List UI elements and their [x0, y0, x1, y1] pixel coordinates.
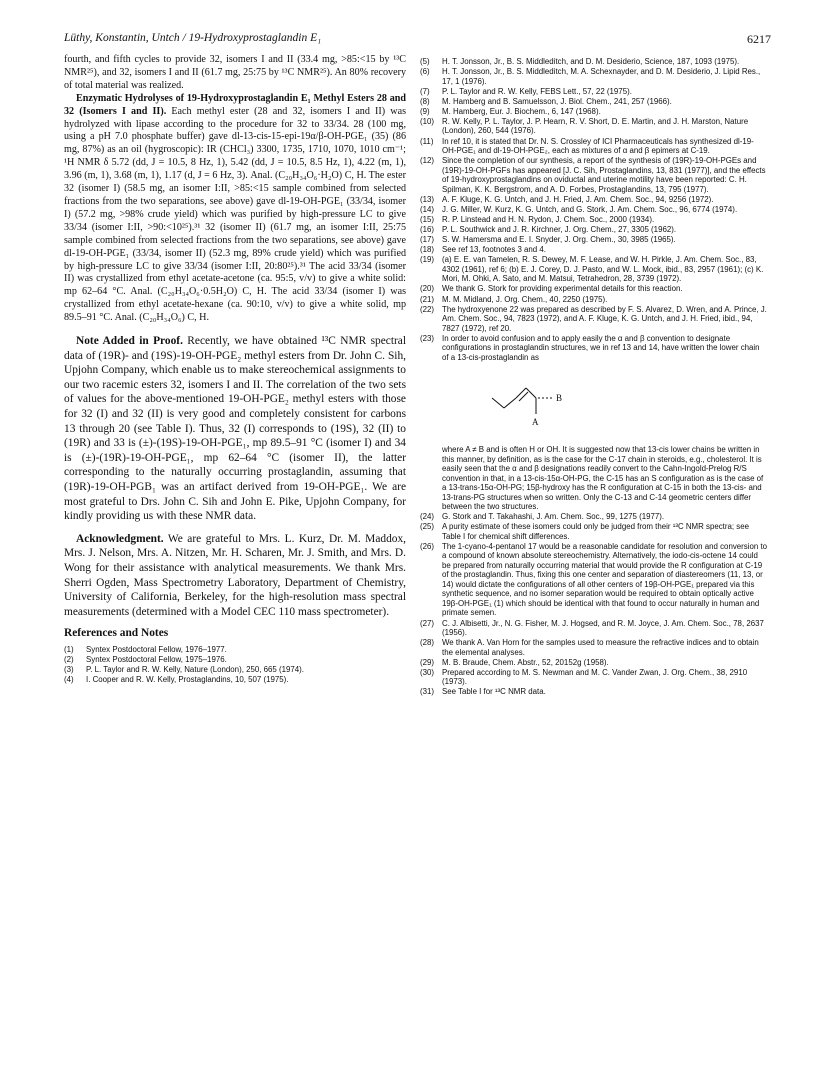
reference-item: (1) Syntex Postdoctoral Fellow, 1976–1977.: [64, 645, 227, 655]
enzymatic-body: Each methyl ester (28 and 32, isomers I and II) was hydrolyzed with lipase according to the procedure for 32 to 33/34. 28 (100 mg, using a pH 7.0 phosphate buffer) gave dl-13-cis-15-epi-19α/β-OH-PGE₁ (35) (86 mg, 87%) as an oil (hygroscopic): IR (CHCl₃) 3300, 1735, 1710, 1070, 1010 cm⁻¹; ¹H NMR δ 5.72 (dd, J = 10.5, 8 Hz, 1), 5.42 (dd, J = 10.5, 8.5 Hz, 1), 4.22 (m, 1), 3.96 (m, 1), 3.68 (m, 1), 1.17 (d, J = 6 Hz, 3). Anal. (C₂₀H₃₄O₆·H₂O) C, H. The ester 32 (isomer I) (58.5 mg, an isomer I:II, >85:<15 sample combined from selected fractions from the two separations, see above) gave dl-19-OH-PGE₁ (33/34, isomer I) (57.2 mg, >98% crude yield) which was purified by high-pressure LC to give 33/34 (isomer I:II, >90:<10²⁵).³¹ 32 (isomer II) (61.7 mg, an isomer I:II, 25:75 sample combined from selected fractions from the two separations, see above) gave dl-19-OH-PGE₁ (33/34, isomer II) (52.3 mg, 89% crude yield) which was purified by high-pressure LC to give 33/34 (isomer I:II, 20:80²⁵).³¹ The acid 33/34 (isomer II) was crystallized from ethyl acetate-acetone (ca. 95:5, v/v) to give a white solid: mp 62–64 °C. Anal. (C₂₀H₃₄O₆·0.5H₂O) C, H. The acid 33/34 (isomer I) was crystallized from ethyl acetate-hexane (ca. 90:10, v/v) to give a white solid, mp 89.5–91 °C. Anal. (C₂₀H₃₄O₆) C, H.: [64, 105, 406, 324]
substituent-b-label: B: [556, 393, 563, 404]
reference-item: [420, 57, 768, 67]
right-column: [420, 57, 768, 698]
reference-number: (9): [420, 106, 430, 116]
reference-item: [420, 215, 768, 225]
reference-text: R. W. Kelly, P. L. Taylor, J. P. Hearn, R. V. Short, D. E. Martin, and J. H. Marston, Nature (London), 260, 544 (1976).: [442, 116, 749, 136]
reference-number: (31): [420, 687, 435, 697]
reference-text: A purity estimate of these isomers could only be judged from their ¹³C NMR spectra; see Table I for chemical shift differences.: [442, 522, 749, 541]
page-header: [64, 32, 771, 50]
reference-item: [420, 542, 768, 618]
reference-number: (10): [420, 116, 435, 126]
reference-item: [420, 156, 768, 194]
reference-item: [420, 235, 768, 245]
references-heading: References and Notes: [64, 627, 169, 640]
reference-number: (13): [420, 194, 435, 204]
reference-item: [420, 658, 768, 668]
reference-text: H. T. Jonsson, Jr., B. S. Middleditch, M. A. Schexnayder, and D. M. Desiderio, J. Lipid Res., 17, 1 (1976).: [442, 67, 761, 86]
reference-number: (25): [420, 522, 435, 532]
reference-item: [420, 195, 768, 205]
reference-number: (14): [420, 204, 435, 214]
reference-text: The 1-cyano-4-pentanol 17 would be a reasonable candidate for resolution and conversion to a compound of known absolute stereochemistry. Alternatively, the iodo-cis-octene 14 could be prepared from naturally occurring material that would provide the R configuration at C-19 of the prostaglandin. Thus, fixing this one center and separation of diastereomers (11, 13, or 14) would dictate the configurations of all other centers of 19β-OH-PGE₁ prepared via this synthetic sequence, and no isomer separation would be required to obtain optically active 19β-OH-PGE₁ (1) which should be identical with that found to occur naturally in human and primate semen.: [442, 541, 768, 618]
reference-item: [420, 619, 768, 638]
references-list-left: [64, 645, 406, 684]
reference-item: [420, 97, 768, 107]
reference-text: See Table I for ¹³C NMR data.: [442, 687, 546, 697]
reference-text: M. B. Braude, Chem. Abstr., 52, 20152g (1958).: [442, 657, 609, 667]
reference-number: (16): [420, 225, 435, 235]
reference-number: (29): [420, 657, 435, 667]
reference-number: (28): [420, 638, 435, 648]
reference-number: (19): [420, 255, 435, 265]
reference-number: (21): [420, 294, 435, 304]
note-added-in-proof: [64, 334, 406, 524]
reference-number: (11): [420, 136, 434, 146]
reference-item: [420, 117, 768, 136]
reference-text: In ref 10, it is stated that Dr. N. S. Crossley of ICI Pharmaceuticals has synthesized dl-19-OH-PGE₁ and dl-19-OH-PGE₂, each as mixtures of α and β epimers at C-19.: [442, 136, 754, 156]
reference-text: M. Hamberg and B. Samuelsson, J. Biol. Chem., 241, 257 (1966).: [442, 96, 672, 106]
reference-number: (8): [420, 96, 430, 106]
left-column: [64, 54, 406, 685]
reference-item-continued: [420, 445, 768, 512]
ack-body: We are grateful to Mrs. L. Kurz, Dr. M. Maddox, Mrs. J. Nelson, Mrs. A. Nitzen, Mr. H. Scharen, Mr. J. Smith, and Mrs. D. Wong for their assistance with analytical measurements. We thank Mrs. Sherri Ogden, Mass Spectrometry Laboratory, Department of Chemistry, University of California, Berkeley, for the high-resolution mass spectral measurements (determined with a Model CEC 110 mass spectrometer).: [64, 532, 406, 618]
note-body: Recently, we have obtained ¹³C NMR spectral data of (19R)- and (19S)-19-OH-PGE₂ methyl esters from Dr. John C. Sih, Upjohn Company, which enable us to make stereochemical assignments to our two racemic esters 32, isomers I and II. The correlation of the two sets of values for the above-mentioned 19-OH-PGE₂ methyl esters with those for 32 (I) and 32 (II) is very good and completely consistent for carbons 13 through 20 (see Table I). Thus, 32 (I) corresponds to (19S), 32 (II) to (19R) and 33 is (±)-(19S)-19-OH-PGE₁, mp 89.5–91 °C (isomer I) and 34 is (±)-(19R)-19-OH-PGE₁, mp 62–64 °C (isomer II), the latter corresponding to the naturally occurring prostaglandin, assuming that (19R)-19-OH-PGB₁ was an artifact derived from 19-OH-PGE₁. We are most grateful to Drs. John C. Sih and John E. Pike, Upjohn Company, for kindly providing us with these NMR data.: [64, 335, 407, 523]
reference-item: [420, 668, 768, 687]
reference-text: P. L. Taylor and R. W. Kelly, FEBS Lett., 57, 22 (1975).: [442, 86, 632, 96]
acknowledgment: [64, 532, 406, 620]
chain-structure-svg: [490, 370, 580, 438]
reference-item: [420, 67, 768, 86]
section-lead-enzymatic: Enzymatic Hydrolyses of 19-Hydroxyprostaglandin E₁ Methyl Esters 28 and 32 (Isomers I and II).: [64, 92, 406, 117]
reference-text: M. Hamberg, Eur. J. Biochem., 6, 147 (1968).: [442, 106, 601, 116]
reference-number: (22): [420, 304, 435, 314]
reference-number: (24): [420, 512, 435, 522]
reference-item: [420, 205, 768, 215]
reference-text: J. G. Miller, W. Kurz, K. G. Untch, and G. Stork, J. Am. Chem. Soc., 96, 6774 (1974).: [442, 204, 738, 214]
reference-text: (a) E. E. van Tamelen, R. S. Dewey, M. F. Lease, and W. H. Pirkle, J. Am. Chem. Soc., 83, 4302 (1961), ref 6; (b) E. J. Corey, D. J. Pasto, and W. L. Mock, ibid., 83, 2957 (1961); (c) K. Mori, M. Ohki, A. Sato, and M. Matsui, Tetrahedron, 28, 3739 (1972).: [442, 255, 764, 284]
reference-text: G. Stork and T. Takahashi, J. Am. Chem. Soc., 99, 1275 (1977).: [442, 512, 665, 522]
reference-item: [420, 245, 768, 255]
reference-item: [420, 687, 768, 697]
ref-23-continuation: where A ≠ B and is often H or OH. It is suggested now that 13-cis lower chains be written in this manner, by definition, as is the case for the C-17 chain in steroids, e.g., cholesterol. It is easily seen that the α and β designations readily convert to the Cahn-Ingold-Prelog R/S convention in that, in a 13-cis-15α-OH-PG, the C-15 has an S configuration as is the case of a 13-trans-15α-OH-PG; 15β-hydroxy has the R configuration at C-15 in both the 13-cis- and 13-trans-PG structures when so written. Only the C-13 and C-14 geometric centers differ between the two structures.: [442, 445, 764, 512]
paragraph-continuation: fourth, and fifth cycles to provide 32, isomers I and II (33.4 mg, >85:<15 by ¹³C NMR²⁵), and 32, isomers I and II (61.7 mg, 25:75 by ¹³C NMR²⁵). An 80% recovery of total material was realized.: [64, 54, 406, 91]
reference-text: See ref 13, footnotes 3 and 4.: [442, 245, 546, 255]
reference-item: [420, 225, 768, 235]
reference-item: [420, 137, 768, 156]
reference-text: We thank A. Van Horn for the samples used to measure the refractive indices and to obtain the elemental analyses.: [442, 638, 759, 657]
reference-number: (20): [420, 284, 435, 294]
reference-item: [420, 87, 768, 97]
reference-text: H. T. Jonsson, Jr., B. S. Middleditch, and D. M. Desiderio, Science, 187, 1093 (1975).: [442, 57, 740, 66]
reference-item: (3) P. L. Taylor and R. W. Kelly, Nature (London), 250, 665 (1974).: [64, 665, 304, 675]
reference-text: Since the completion of our synthesis, a report of the synthesis of (19R)-19-OH-PGEs and (19R)-19-OH-PGFs has appeared [J. C. Sih, Prostaglandins, 13, 831 (1977)], and the effects of 19-hydroxyprostaglandins on oviductal and uterine motility have been reported: C. H. Spilman, K. K. Bergstrom, and A. D. Forbes, Prostaglandins, 13, 795 (1977).: [442, 156, 766, 194]
reference-item: [420, 638, 768, 657]
paragraph-enzymatic-hydrolyses: [64, 93, 406, 325]
ack-lead: Acknowledgment.: [76, 532, 164, 545]
reference-number: (6): [420, 67, 430, 77]
reference-text: In order to avoid confusion and to apply easily the α and β convention to designate configurations in prostaglandin structures, we in ref 13 and 14, have written the lower chain of a 13-cis-prostaglandin as: [442, 333, 760, 362]
reference-item: [420, 255, 768, 284]
reference-item: [420, 284, 768, 294]
reference-text: S. W. Hamersma and E. I. Snyder, J. Org. Chem., 30, 3985 (1965).: [442, 235, 676, 245]
reference-text: C. J. Albisetti, Jr., N. G. Fisher, M. J. Hogsed, and R. M. Joyce, J. Am. Chem. Soc., 78, 2637 (1956).: [442, 618, 764, 638]
reference-number: (5): [420, 57, 430, 66]
reference-text: A. F. Kluge, K. G. Untch, and J. H. Fried, J. Am. Chem. Soc., 94, 9256 (1972).: [442, 194, 714, 204]
reference-item: [420, 522, 768, 541]
reference-item: [420, 334, 768, 363]
reference-number: (15): [420, 214, 435, 224]
reference-number: (17): [420, 235, 435, 245]
reference-number: (27): [420, 618, 435, 628]
references-list-b: [420, 512, 768, 697]
reference-number: (30): [420, 667, 435, 677]
chain-bonds: [492, 388, 554, 414]
running-title: Lüthy, Konstantin, Untch / 19-Hydroxyprostaglandin E₁: [64, 32, 322, 44]
reference-text: We thank G. Stork for providing experimental details for this reaction.: [442, 284, 683, 294]
reference-item: [420, 512, 768, 522]
reference-text: The hydroxyenone 22 was prepared as described by F. S. Alvarez, D. Wren, and A. Prince, J. Am. Chem. Soc., 94, 7823 (1972), and A. F. Kluge, K. G. Untch, and J. H. Fried, ibid., 94, 7827 (1972), ref 20.: [442, 304, 767, 333]
reference-item: [420, 295, 768, 305]
reference-text: P. L. Southwick and J. R. Kirchner, J. Org. Chem., 27, 3305 (1962).: [442, 225, 677, 235]
reference-number: (7): [420, 86, 430, 96]
chain-structure-diagram: [490, 370, 580, 438]
page-number: 6217: [747, 32, 771, 46]
reference-text: Prepared according to M. S. Newman and M. C. Vander Zwan, J. Org. Chem., 38, 2910 (1973).: [442, 667, 748, 687]
reference-item: (2) Syntex Postdoctoral Fellow, 1975–1976.: [64, 655, 227, 665]
reference-number: (26): [420, 541, 435, 551]
reference-item: [420, 305, 768, 334]
reference-item: [420, 107, 768, 117]
references-list-a: [420, 57, 768, 362]
reference-number: (12): [420, 156, 435, 166]
reference-number: (18): [420, 245, 435, 255]
note-lead: Note Added in Proof.: [76, 335, 183, 348]
reference-text: M. M. Midland, J. Org. Chem., 40, 2250 (1975).: [442, 294, 608, 304]
substituent-a-label: A: [532, 417, 539, 428]
reference-item: (4) I. Cooper and R. W. Kelly, Prostaglandins, 10, 507 (1975).: [64, 675, 289, 685]
reference-text: R. P. Linstead and H. N. Rydon, J. Chem. Soc., 2000 (1934).: [442, 214, 655, 224]
reference-number: (23): [420, 333, 435, 343]
